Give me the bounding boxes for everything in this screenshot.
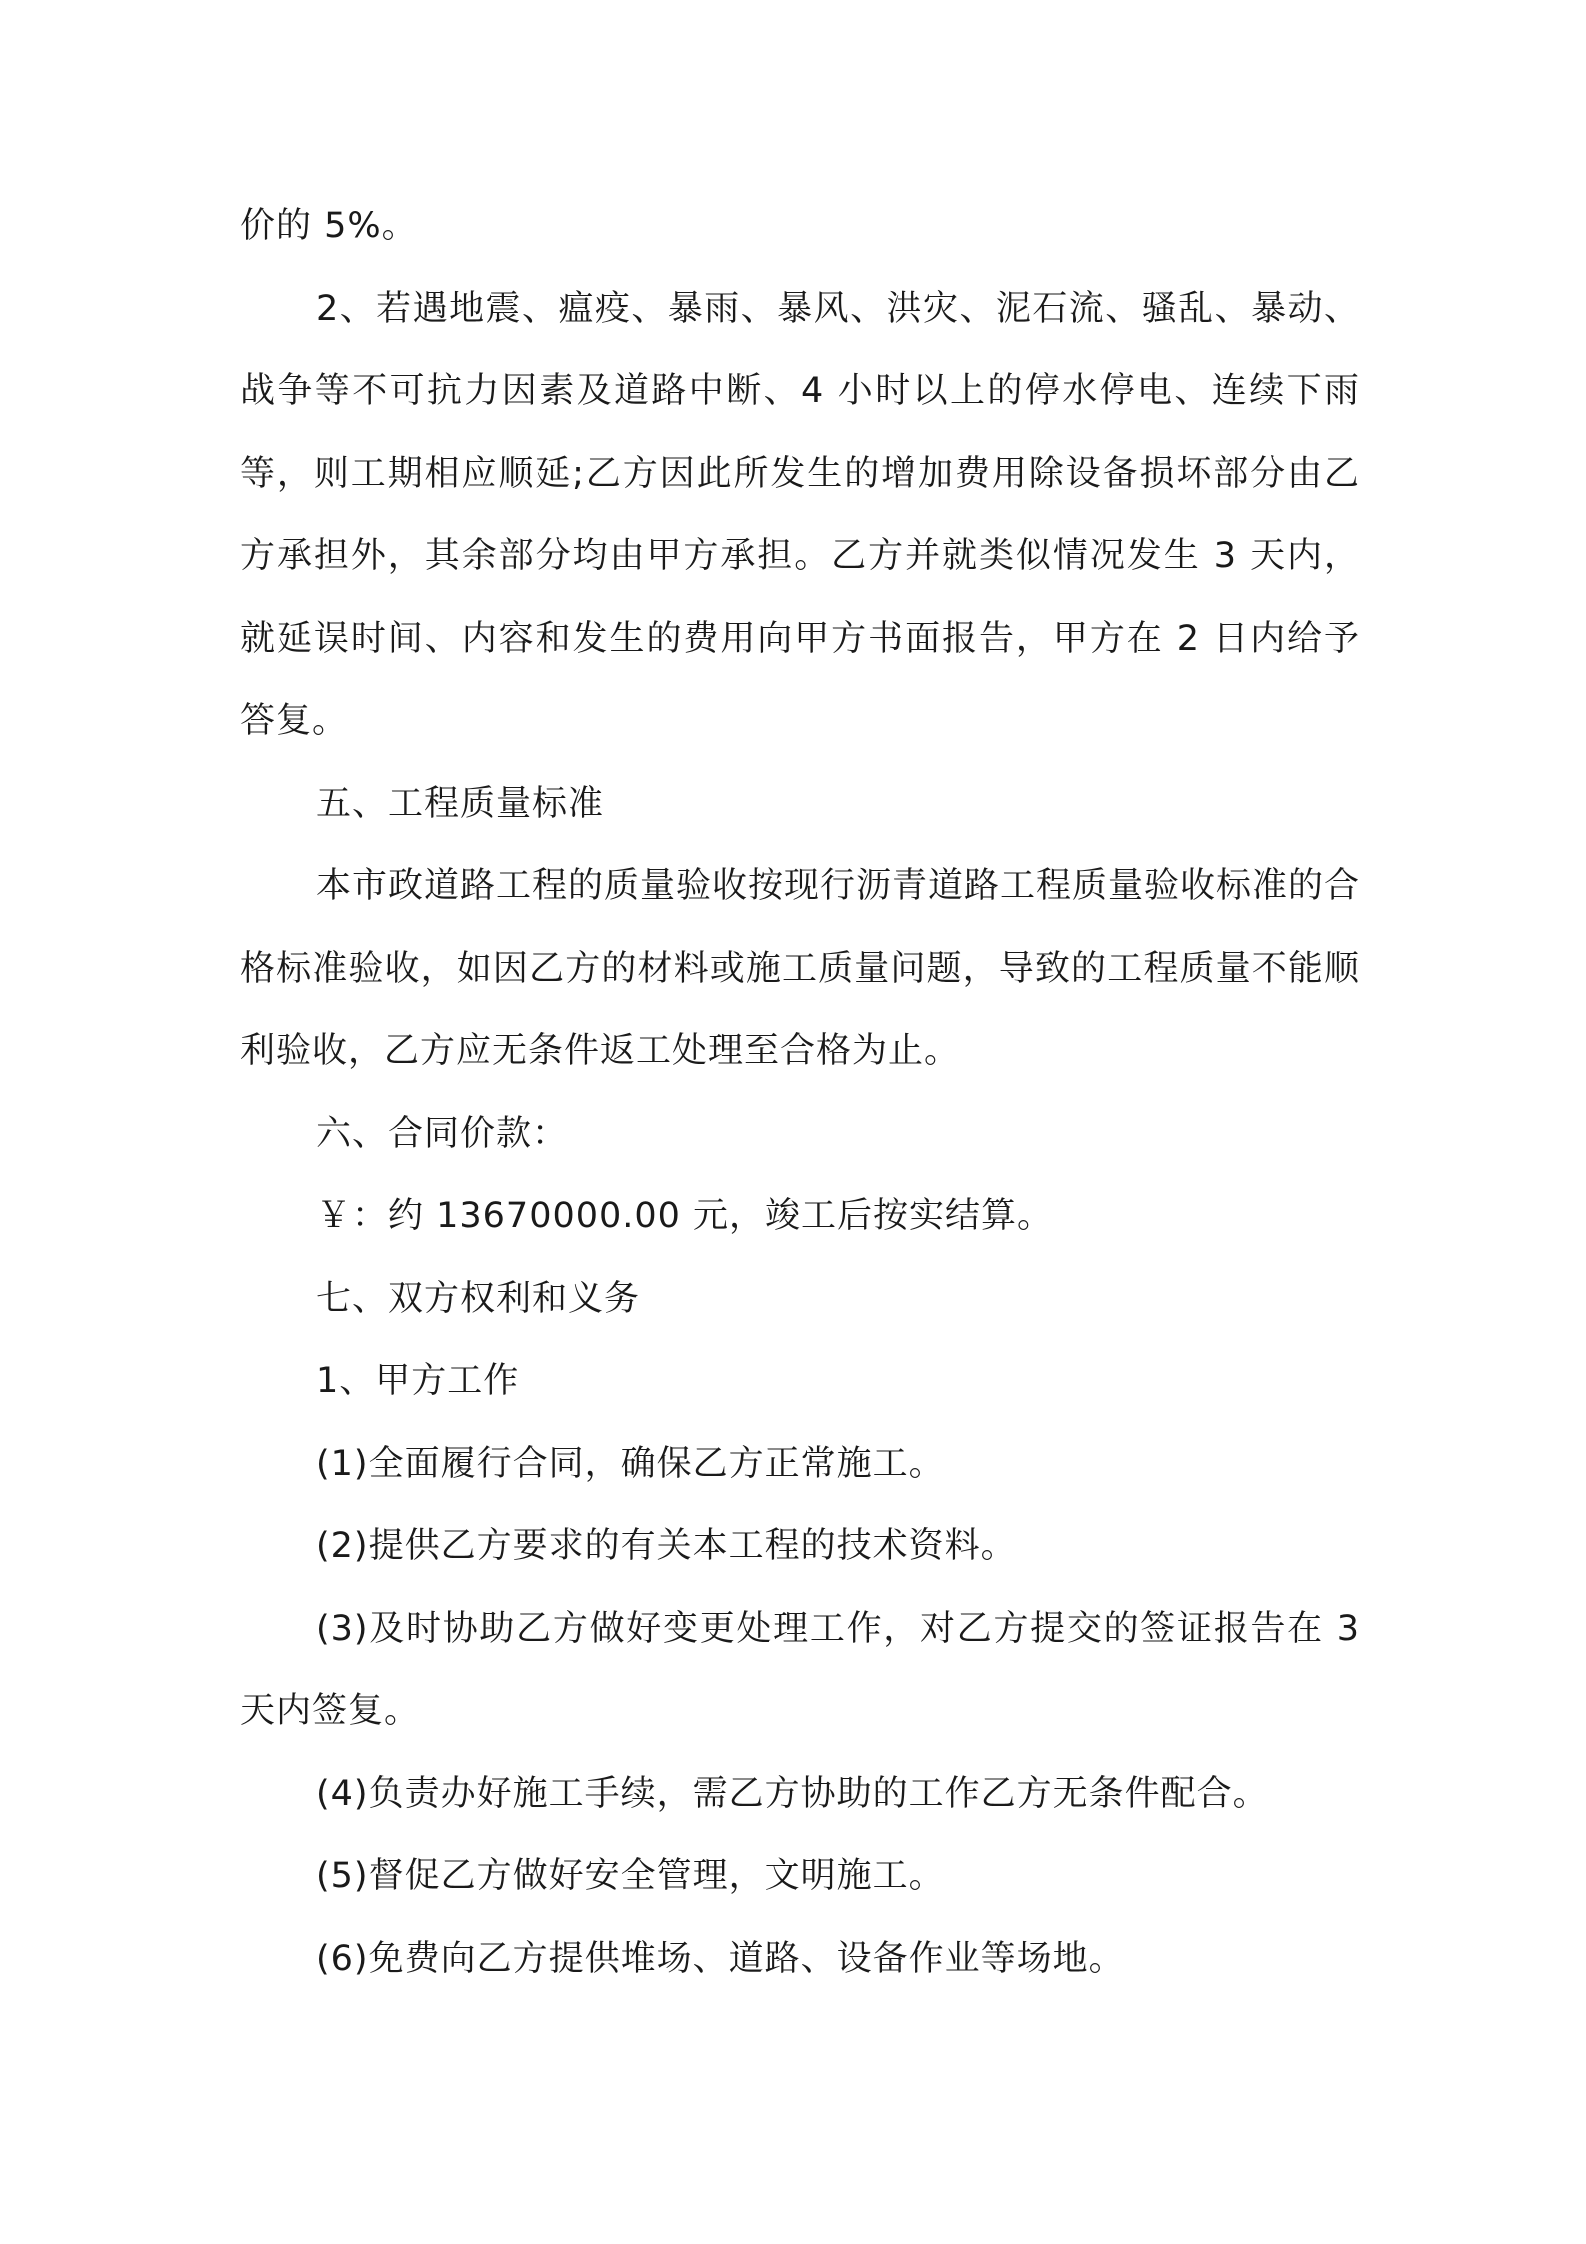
paragraph-price-continuation: 价的 5%。	[240, 206, 418, 246]
paragraph-quality-acceptance: 本市政道路工程的质量验收按现行沥青道路工程质量验收标准的合格标准验收，如因乙方的材料或施工质量问题，导致的工程质量不能顺利验收，乙方应无条件返工处理至合格为止。	[240, 866, 1361, 1071]
section-heading-quality-standard: 五、工程质量标准	[316, 783, 605, 824]
paragraph-contract-amount: ￥：约 13670000.00 元，竣工后按实结算。	[316, 1196, 1054, 1236]
section-heading-rights-obligations: 七、双方权利和义务	[316, 1278, 641, 1319]
document-page	[240, 185, 1360, 2000]
list-item-6: (6)免费向乙方提供堆场、道路、设备作业等场地。	[316, 1938, 1125, 1979]
paragraph-force-majeure: 2、若遇地震、瘟疫、暴雨、暴风、洪灾、泥石流、骚乱、暴动、战争等不可抗力因素及道路中断、4 小时以上的停水停电、连续下雨等，则工期相应顺延;乙方因此所发生的增加费用除设备损坏部分由乙方承担外，其余部分均由甲方承担。乙方并就类似情况发生 3 天内，就延误时间、内容和发生的费用向甲方书面报告，甲方在 2 日内给予答复。	[240, 288, 1360, 741]
section-heading-contract-price: 六、合同价款：	[316, 1113, 569, 1154]
list-item-1: (1)全面履行合同，确保乙方正常施工。	[316, 1443, 945, 1484]
subheading-party-a-work: 1、甲方工作	[316, 1361, 520, 1401]
list-item-2: (2)提供乙方要求的有关本工程的技术资料。	[316, 1526, 1017, 1566]
list-item-5: (5)督促乙方做好安全管理，文明施工。	[316, 1856, 945, 1896]
list-item-3: (3)及时协助乙方做好变更处理工作，对乙方提交的签证报告在 3 天内签复。	[240, 1608, 1360, 1731]
list-item-4: (4)负责办好施工手续，需乙方协助的工作乙方无条件配合。	[316, 1773, 1269, 1814]
